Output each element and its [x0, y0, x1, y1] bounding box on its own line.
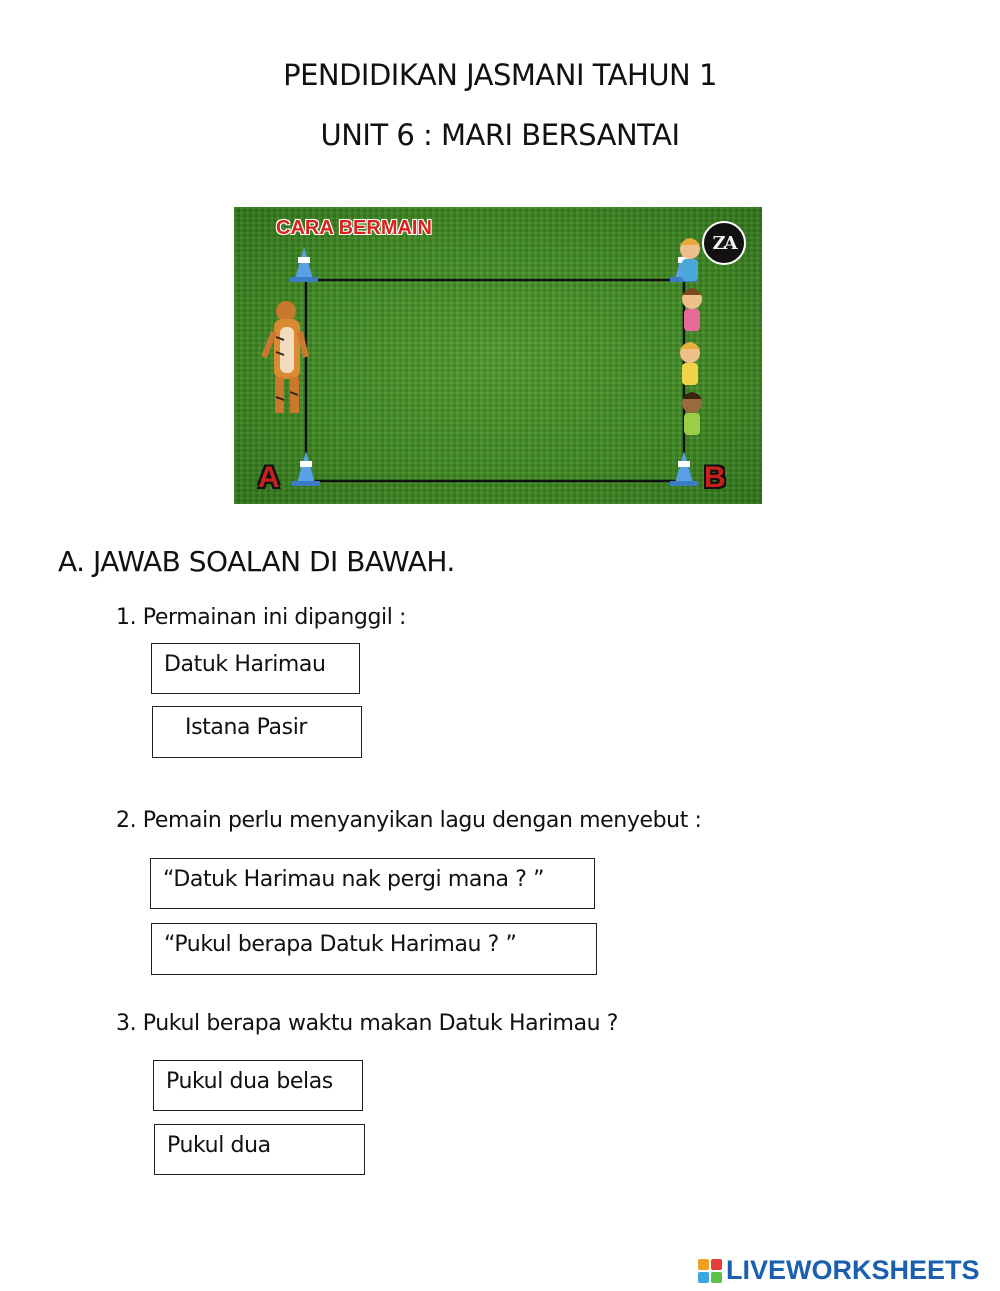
answer-option-3a[interactable]: Pukul dua belas	[153, 1060, 363, 1111]
field-boundary	[306, 280, 684, 481]
game-illustration	[234, 207, 762, 504]
question-1: 1. Permainan ini dipanggil :	[116, 605, 407, 630]
corner-label-b: B	[704, 461, 726, 494]
question-2: 2. Pemain perlu menyanyikan lagu dengan menyebut :	[116, 808, 702, 833]
za-logo: ZA	[702, 221, 746, 265]
answer-option-3b[interactable]: Pukul dua	[154, 1124, 365, 1175]
page-subtitle: UNIT 6 : MARI BERSANTAI	[320, 118, 680, 152]
corner-label-a: A	[258, 461, 280, 494]
cone-icon	[290, 247, 318, 282]
answer-option-2a[interactable]: “Datuk Harimau nak pergi mana ? ”	[150, 858, 595, 909]
answer-option-2b[interactable]: “Pukul berapa Datuk Harimau ? ”	[151, 923, 597, 975]
playing-field-drawing	[234, 207, 762, 504]
liveworksheets-brand[interactable]	[698, 1255, 980, 1286]
answer-option-1b[interactable]: Istana Pasir	[152, 706, 362, 758]
section-heading: A. JAWAB SOALAN DI BAWAH.	[58, 545, 455, 578]
page-title: PENDIDIKAN JASMANI TAHUN 1	[283, 58, 717, 92]
answer-option-1a[interactable]: Datuk Harimau	[151, 643, 360, 694]
tiger-character-icon	[264, 301, 306, 413]
brand-name: LIVEWORKSHEETS	[726, 1255, 980, 1285]
liveworksheets-logo-icon	[698, 1259, 722, 1283]
question-3: 3. Pukul berapa waktu makan Datuk Harimau ?	[116, 1011, 619, 1036]
illustration-caption: CARA BERMAIN	[276, 217, 432, 239]
